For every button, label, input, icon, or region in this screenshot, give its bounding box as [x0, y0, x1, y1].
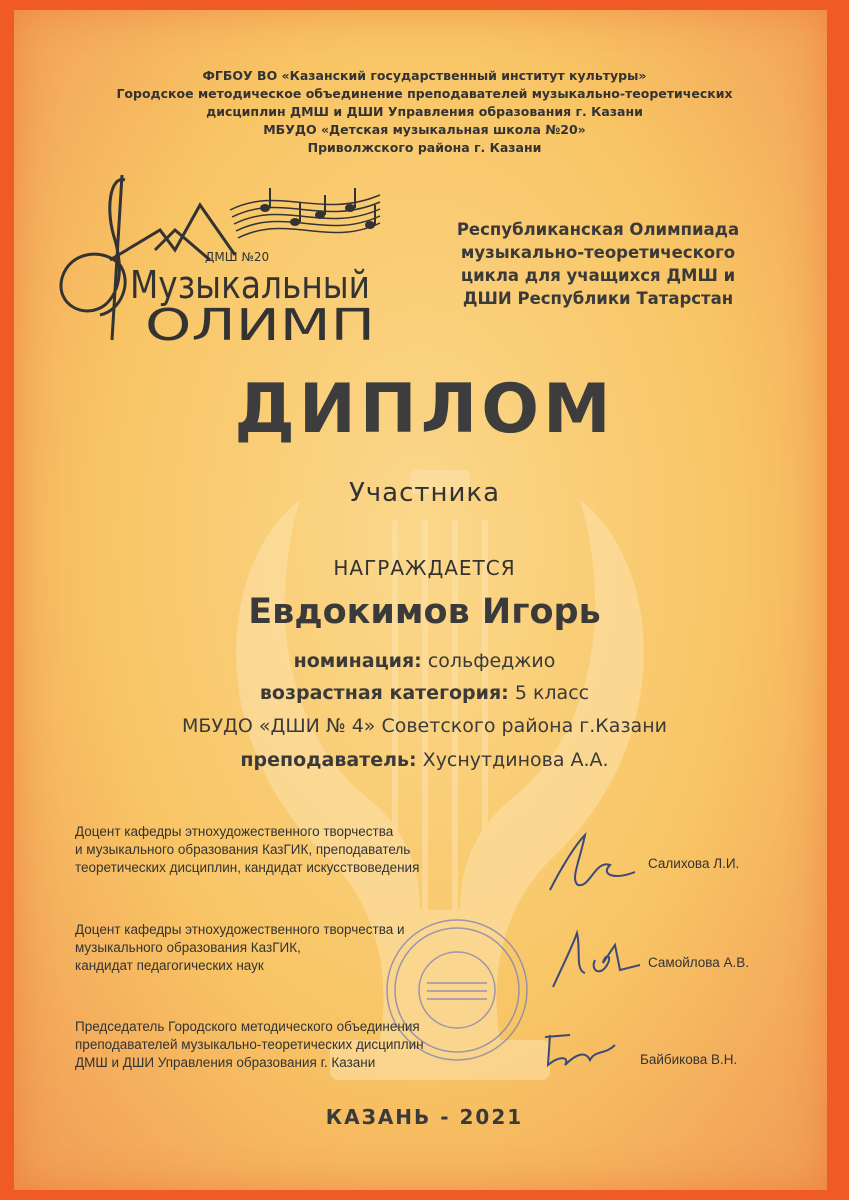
position-line: музыкального образования КазГИК, — [75, 940, 301, 955]
signatory-3-name: Байбикова В.Н. — [640, 1052, 738, 1067]
age-value: 5 класс — [514, 682, 590, 704]
position-line: кандидат педагогических наук — [75, 958, 264, 973]
event-title — [408, 218, 788, 310]
position-line: Доцент кафедры этнохудожественного творчества — [75, 824, 394, 839]
nomination-value: сольфеджио — [427, 650, 556, 672]
city-year: КАЗАНЬ - 2021 — [325, 1105, 524, 1129]
signature-3 — [540, 1025, 620, 1075]
signature-2 — [545, 925, 645, 995]
organizer-line: дисциплин ДМШ и ДШИ Управления образования г. Казани — [206, 104, 643, 119]
teacher-value: Хуснутдинова А.А. — [422, 749, 609, 771]
music-olymp-logo — [50, 170, 390, 350]
organizer-line: Городское методическое объединение преподавателей музыкально-теоретических — [116, 86, 733, 101]
nomination-label: номинация: — [293, 650, 422, 672]
logo-line2: ОЛИМП — [145, 300, 375, 350]
organizers-block — [0, 67, 849, 157]
age-line — [0, 682, 849, 704]
teacher-line — [0, 749, 849, 771]
position-line: Доцент кафедры этнохудожественного творчества и — [75, 922, 405, 937]
position-line: и музыкального образования КазГИК, преподаватель — [75, 842, 411, 857]
nomination-line — [0, 650, 849, 672]
signatory-1-name: Салихова Л.И. — [648, 856, 740, 871]
age-label: возрастная категория: — [259, 682, 509, 704]
signatory-3-position — [75, 1018, 424, 1072]
signatory-2-position — [75, 921, 405, 975]
event-line: цикла для учащихся ДМШ и — [460, 266, 736, 285]
signature-1 — [540, 830, 650, 900]
signatory-2-name: Самойлова А.В. — [648, 955, 750, 970]
school-line: МБУДО «ДШИ № 4» Советского района г.Казани — [182, 715, 667, 737]
diploma-title: ДИПЛОМ — [234, 370, 615, 449]
event-line: ДШИ Республики Татарстан — [462, 289, 734, 308]
participant-label: Участника — [348, 478, 501, 508]
awarded-label: НАГРАЖДАЕТСЯ — [333, 556, 516, 580]
position-line: ДМШ и ДШИ Управления образования г. Казани — [75, 1055, 376, 1070]
organizer-line: МБУДО «Детская музыкальная школа №20» — [263, 122, 586, 137]
logo-school: ДМШ №20 — [205, 250, 270, 264]
organizer-line: ФГБОУ ВО «Казанский государственный институт культуры» — [202, 68, 647, 83]
event-line: музыкально-теоретического — [460, 243, 736, 262]
position-line: теоретических дисциплин, кандидат искусствоведения — [75, 860, 420, 875]
signatory-1-position — [75, 823, 419, 877]
position-line: преподавателей музыкально-теоретических дисциплин — [75, 1037, 424, 1052]
organizer-line: Приволжского района г. Казани — [307, 140, 542, 155]
teacher-label: преподаватель: — [240, 749, 417, 771]
logo-line1: Музыкальный — [130, 263, 370, 307]
event-line: Республиканская Олимпиада — [456, 220, 740, 239]
recipient-name: Евдокимов Игорь — [248, 592, 601, 632]
position-line: Председатель Городского методического объединения — [75, 1019, 420, 1034]
